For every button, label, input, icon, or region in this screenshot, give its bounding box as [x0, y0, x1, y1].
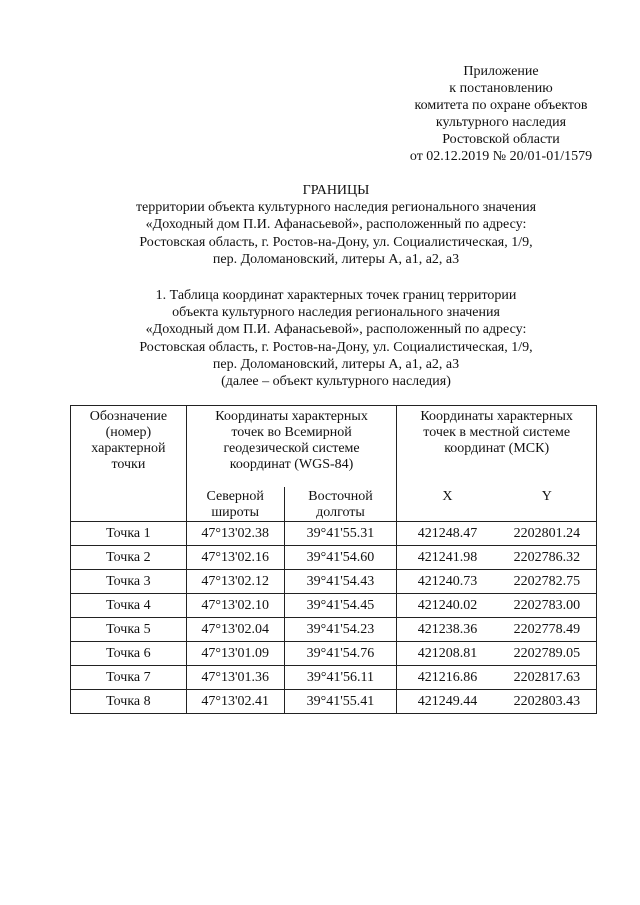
table-caption — [80, 287, 592, 390]
cell-y: 2202817.63 — [498, 666, 597, 690]
cell-latitude: 47°13'02.10 — [186, 594, 284, 618]
cell-y: 2202782.75 — [498, 570, 597, 594]
header-wgs84: Координаты характерных точек во Всемирной геодезической системе координат (WGS-84) — [186, 406, 397, 488]
cell-longitude: 39°41'54.76 — [284, 642, 397, 666]
cell-longitude: 39°41'54.60 — [284, 546, 397, 570]
heading-line: пер. Доломановский, литеры А, а1, а2, а3 — [212, 251, 460, 267]
cell-y: 2202789.05 — [498, 642, 597, 666]
appendix-line: комитета по охране объектов — [414, 98, 588, 113]
cell-longitude: 39°41'54.45 — [284, 594, 397, 618]
cell-x: 421248.47 — [397, 522, 498, 546]
table-row — [71, 546, 597, 570]
header-x: X — [397, 487, 498, 522]
cell-longitude: 39°41'56.11 — [284, 666, 397, 690]
header-point-designation: Обозначение (номер) характерной точки — [71, 406, 187, 522]
cell-point: Точка 2 — [71, 546, 187, 570]
cell-latitude: 47°13'02.12 — [186, 570, 284, 594]
header-east-longitude: Восточной долготы — [284, 487, 397, 522]
cell-latitude: 47°13'01.09 — [186, 642, 284, 666]
caption-line: «Доходный дом П.И. Афанасьевой», расположенный по адресу: — [145, 322, 527, 338]
cell-point: Точка 1 — [71, 522, 187, 546]
cell-y: 2202803.43 — [498, 690, 597, 714]
cell-latitude: 47°13'02.38 — [186, 522, 284, 546]
header-msk: Координаты характерных точек в местной системе координат (МСК) — [397, 406, 597, 488]
cell-longitude: 39°41'54.43 — [284, 570, 397, 594]
appendix-line: от 02.12.2019 № 20/01-01/1579 — [409, 149, 593, 164]
coordinates-table — [70, 405, 597, 714]
cell-point: Точка 6 — [71, 642, 187, 666]
cell-latitude: 47°13'01.36 — [186, 666, 284, 690]
header-north-latitude: Северной широты — [186, 487, 284, 522]
appendix-block — [395, 63, 607, 165]
cell-x: 421238.36 — [397, 618, 498, 642]
table-row — [71, 570, 597, 594]
cell-x: 421241.98 — [397, 546, 498, 570]
table-row — [71, 522, 597, 546]
heading-line: «Доходный дом П.И. Афанасьевой», расположенный по адресу: — [145, 217, 527, 233]
appendix-line: Приложение — [463, 64, 539, 79]
cell-x: 421216.86 — [397, 666, 498, 690]
caption-line: Ростовская область, г. Ростов-на-Дону, ул. Социалистическая, 1/9, — [139, 339, 533, 355]
cell-x: 421249.44 — [397, 690, 498, 714]
document-heading — [80, 182, 592, 268]
cell-y: 2202783.00 — [498, 594, 597, 618]
cell-point: Точка 4 — [71, 594, 187, 618]
cell-point: Точка 8 — [71, 690, 187, 714]
cell-x: 421240.73 — [397, 570, 498, 594]
heading-line: территории объекта культурного наследия регионального значения — [135, 200, 537, 216]
appendix-line: Ростовской области — [442, 132, 560, 147]
cell-longitude: 39°41'54.23 — [284, 618, 397, 642]
header-y: Y — [498, 487, 597, 522]
cell-latitude: 47°13'02.04 — [186, 618, 284, 642]
caption-line: 1. Таблица координат характерных точек границ территории — [155, 288, 517, 303]
caption-line: объекта культурного наследия регионального значения — [172, 305, 500, 321]
cell-longitude: 39°41'55.31 — [284, 522, 397, 546]
cell-latitude: 47°13'02.16 — [186, 546, 284, 570]
cell-y: 2202786.32 — [498, 546, 597, 570]
appendix-line: культурного наследия — [435, 115, 567, 130]
caption-line: пер. Доломановский, литеры А, а1, а2, а3 — [212, 356, 460, 372]
caption-line: (далее – объект культурного наследия) — [221, 373, 451, 389]
cell-latitude: 47°13'02.41 — [186, 690, 284, 714]
table-row — [71, 594, 597, 618]
cell-x: 421208.81 — [397, 642, 498, 666]
appendix-line: к постановлению — [449, 81, 553, 96]
cell-longitude: 39°41'55.41 — [284, 690, 397, 714]
cell-point: Точка 3 — [71, 570, 187, 594]
table-row — [71, 666, 597, 690]
table-row — [71, 690, 597, 714]
heading-line: Ростовская область, г. Ростов-на-Дону, ул. Социалистическая, 1/9, — [139, 234, 533, 250]
cell-x: 421240.02 — [397, 594, 498, 618]
table-row — [71, 642, 597, 666]
cell-y: 2202801.24 — [498, 522, 597, 546]
heading-title: ГРАНИЦЫ — [302, 183, 370, 198]
table-row — [71, 618, 597, 642]
cell-y: 2202778.49 — [498, 618, 597, 642]
cell-point: Точка 7 — [71, 666, 187, 690]
cell-point: Точка 5 — [71, 618, 187, 642]
